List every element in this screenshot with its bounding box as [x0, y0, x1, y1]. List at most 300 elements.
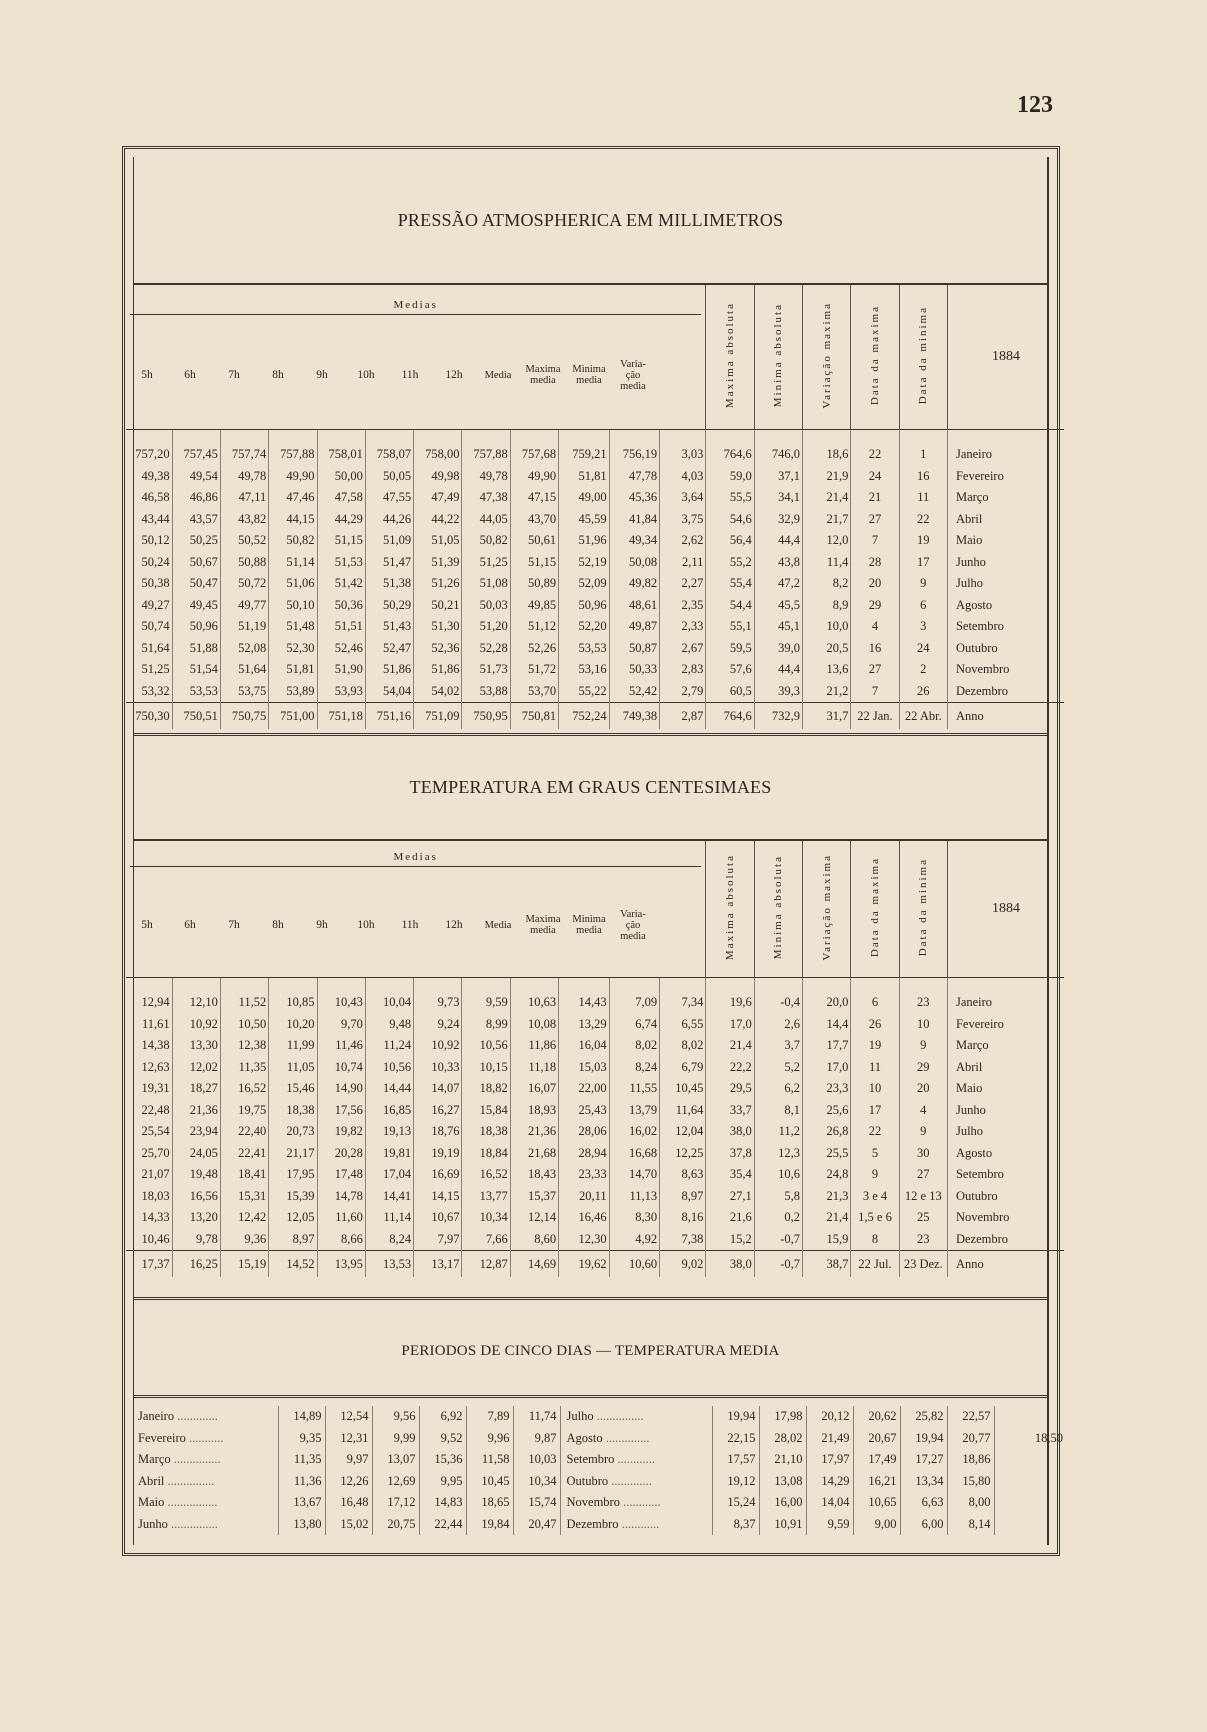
table-cell: 16,56: [172, 1186, 220, 1208]
table-cell: 41,84: [609, 509, 660, 531]
table-cell: 9: [899, 1121, 947, 1143]
dot-leader: ..............: [602, 1430, 650, 1445]
period-value: 17,27: [900, 1449, 947, 1471]
table-cell: 51,90: [317, 659, 365, 681]
period-month: [560, 1514, 712, 1536]
medias-label: Medias: [130, 851, 701, 867]
table-cell: 10,92: [172, 1014, 220, 1036]
period-value: 8,00: [947, 1492, 994, 1514]
period-month-text: Outubro: [566, 1473, 609, 1488]
table-cell: 48,61: [609, 595, 660, 617]
table-cell: 21,9: [803, 466, 851, 488]
period-month-text: Dezembro: [566, 1516, 619, 1531]
table-cell: 8,99: [462, 1014, 510, 1036]
table-cell: 11,2: [754, 1121, 802, 1143]
annual-cell: 750,75: [220, 703, 268, 730]
table-cell: -0,4: [754, 992, 802, 1014]
table-cell: 51,48: [269, 616, 317, 638]
table-cell: 49,98: [414, 466, 462, 488]
maxima-absoluta-header: Maxima absoluta: [724, 301, 737, 409]
table-cell: 55,4: [706, 573, 754, 595]
spacer-cell: [609, 978, 660, 993]
period-row: [132, 1492, 1066, 1514]
table-cell: 9: [851, 1164, 899, 1186]
table-cell: 9,24: [414, 1014, 462, 1036]
period-value: 9,56: [372, 1406, 419, 1428]
table-cell: 10,63: [510, 992, 558, 1014]
spacer-cell: [126, 978, 172, 993]
table-cell: 51,64: [220, 659, 268, 681]
table-cell: 3,75: [660, 509, 706, 531]
dot-leader: ...............: [164, 1473, 215, 1488]
annual-cell: 15,19: [220, 1251, 268, 1278]
spacer-cell: [510, 978, 558, 993]
table-cell: 47,49: [414, 487, 462, 509]
period-value: 17,12: [372, 1492, 419, 1514]
month-label: Junho: [947, 552, 1064, 574]
table-cell: 17,04: [365, 1164, 413, 1186]
table-cell: 52,30: [269, 638, 317, 660]
table-cell: 51,43: [365, 616, 413, 638]
table-cell: 2,35: [660, 595, 706, 617]
spacer-cell: [317, 430, 365, 445]
table-cell: 53,89: [269, 681, 317, 703]
table-cell: 52,36: [414, 638, 462, 660]
table-cell: 8,16: [660, 1207, 706, 1229]
table-cell: 49,38: [141, 468, 170, 483]
table-cell: 11,55: [609, 1078, 660, 1100]
data-minima-header: Data da minima: [917, 857, 930, 957]
table-cell: 49,87: [609, 616, 660, 638]
table-cell: 12,38: [220, 1035, 268, 1057]
month-label: Junho: [947, 1100, 1064, 1122]
annual-cell: 764,6: [706, 703, 754, 730]
period-month-text: Maio: [138, 1495, 165, 1510]
annual-cell: 22 Jan.: [851, 703, 899, 730]
period-value: 16,00: [759, 1492, 806, 1514]
table-cell: 50,05: [365, 466, 413, 488]
table-cell: 50,47: [172, 573, 220, 595]
table-cell: 2,62: [660, 530, 706, 552]
table-cell: 49,00: [559, 487, 610, 509]
table-cell: 19,19: [414, 1143, 462, 1165]
table-cell: 15,03: [559, 1057, 610, 1079]
spacer-cell: [220, 978, 268, 993]
table-cell: 49,27: [141, 597, 170, 612]
annual-cell: 751,18: [317, 703, 365, 730]
table-cell: 20: [851, 573, 899, 595]
period-month-text: Agosto: [566, 1430, 603, 1445]
period-month: [560, 1406, 712, 1428]
spacer-cell: [414, 978, 462, 993]
period-month-text: Julho: [566, 1409, 594, 1424]
table-cell: 50,74: [141, 619, 170, 634]
hour-9h: 9h: [316, 918, 328, 931]
table-cell: 52,08: [220, 638, 268, 660]
table-cell: 5,8: [754, 1186, 802, 1208]
table-cell: 17,56: [317, 1100, 365, 1122]
variacao-media-header: Varia- ção media: [620, 358, 646, 392]
spacer-cell: [754, 430, 802, 445]
table-cell: 756,19: [609, 444, 660, 466]
table-cell: 21,6: [706, 1207, 754, 1229]
table-cell: 55,5: [706, 487, 754, 509]
table-cell: 50,24: [141, 554, 170, 569]
table-cell: 10,0: [803, 616, 851, 638]
table-cell: 9,78: [172, 1229, 220, 1251]
hour-7h: 7h: [228, 368, 240, 381]
table-cell: 6,79: [660, 1057, 706, 1079]
annual-row: [126, 703, 1064, 730]
table-cell: 15,9: [803, 1229, 851, 1251]
period-month-text: Junho: [138, 1516, 168, 1531]
spacer-cell: [462, 430, 510, 445]
page-frame: [122, 146, 1063, 1556]
table-cell: 14,78: [317, 1186, 365, 1208]
table-cell: 51,14: [269, 552, 317, 574]
table-cell: 50,96: [172, 616, 220, 638]
table-cell: 49,34: [609, 530, 660, 552]
temperature-title: TEMPERATURA EM GRAUS CENTESIMAES: [409, 777, 772, 797]
hour-11h: 11h: [401, 368, 419, 381]
table-cell: 10,43: [317, 992, 365, 1014]
table-cell: 47,46: [269, 487, 317, 509]
dot-leader: .............: [174, 1409, 218, 1424]
table-cell: 50,33: [609, 659, 660, 681]
table-cell: 6,55: [660, 1014, 706, 1036]
table-cell: 10,45: [660, 1078, 706, 1100]
spacer-cell: [754, 978, 802, 993]
pressure-table: [126, 285, 1064, 729]
table-cell: 8,63: [660, 1164, 706, 1186]
table-cell: 27: [851, 659, 899, 681]
period-extra: [994, 1492, 1066, 1514]
table-cell: 38,0: [706, 1121, 754, 1143]
table-cell: 6: [899, 595, 947, 617]
period-value: 12,69: [372, 1471, 419, 1493]
table-cell: 52,19: [559, 552, 610, 574]
table-cell: 60,5: [706, 681, 754, 703]
table-cell: 17: [851, 1100, 899, 1122]
table-cell: 10,46: [141, 1231, 170, 1246]
table-cell: 25: [899, 1207, 947, 1229]
annual-cell: 9,02: [660, 1251, 706, 1278]
table-row: [126, 659, 1064, 681]
table-cell: 4,92: [609, 1229, 660, 1251]
table-cell: 14,07: [414, 1078, 462, 1100]
table-cell: 51,53: [317, 552, 365, 574]
spacer-cell: [126, 430, 172, 445]
table-cell: 44,29: [317, 509, 365, 531]
table-cell: 18,76: [414, 1121, 462, 1143]
table-cell: 18,27: [172, 1078, 220, 1100]
period-value: 10,34: [513, 1471, 560, 1493]
table-cell: 53,75: [220, 681, 268, 703]
table-row: [126, 1100, 1064, 1122]
table-cell: 50,38: [141, 576, 170, 591]
period-month-text: Janeiro: [138, 1409, 175, 1424]
table-cell: 757,45: [172, 444, 220, 466]
period-value: 14,04: [806, 1492, 853, 1514]
table-cell: 49,45: [172, 595, 220, 617]
table-cell: 16: [899, 466, 947, 488]
period-month-text: Abril: [138, 1473, 165, 1488]
table-cell: 2,11: [660, 552, 706, 574]
table-cell: 47,38: [462, 487, 510, 509]
table-cell: 11,52: [220, 992, 268, 1014]
table-cell: 10,6: [754, 1164, 802, 1186]
month-label: Janeiro: [947, 444, 1064, 466]
period-value: 11,58: [466, 1449, 513, 1471]
table-cell: 15,46: [269, 1078, 317, 1100]
table-cell: 11,4: [803, 552, 851, 574]
table-cell: 25,54: [141, 1124, 170, 1139]
table-cell: 24: [899, 638, 947, 660]
table-cell: 28: [851, 552, 899, 574]
period-month: [132, 1428, 278, 1450]
table-cell: 39,3: [754, 681, 802, 703]
variacao-maxima-header: Variação maxima: [820, 853, 833, 961]
period-value: 13,67: [278, 1492, 325, 1514]
table-cell: 26: [851, 1014, 899, 1036]
table-cell: 50,61: [510, 530, 558, 552]
spacer-cell: [660, 430, 706, 445]
table-cell: 0,2: [754, 1207, 802, 1229]
hour-8h: 8h: [272, 368, 284, 381]
table-cell: 10,56: [462, 1035, 510, 1057]
month-label: Abril: [947, 1057, 1064, 1079]
table-cell: 6: [851, 992, 899, 1014]
minima-media-header: Minima media: [572, 364, 606, 386]
table-cell: 33,7: [706, 1100, 754, 1122]
table-cell: 8,97: [269, 1229, 317, 1251]
month-label: Outubro: [947, 1186, 1064, 1208]
table-cell: 52,09: [559, 573, 610, 595]
table-cell: 12,0: [803, 530, 851, 552]
table-row: [126, 1207, 1064, 1229]
table-cell: 44,26: [365, 509, 413, 531]
table-cell: 12,05: [269, 1207, 317, 1229]
month-label: Maio: [947, 530, 1064, 552]
table-cell: 10,67: [414, 1207, 462, 1229]
period-value: 6,63: [900, 1492, 947, 1514]
period-value: 10,03: [513, 1449, 560, 1471]
hour-12h: 12h: [445, 368, 463, 381]
header-rule: [126, 430, 1064, 445]
table-cell: 14,38: [141, 1038, 170, 1053]
period-month: [132, 1449, 278, 1471]
table-cell: 25,43: [559, 1100, 610, 1122]
period-value: 22,57: [947, 1406, 994, 1428]
annual-label: Anno: [947, 1251, 1064, 1278]
table-cell: 47,2: [754, 573, 802, 595]
period-value: 12,54: [325, 1406, 372, 1428]
table-row: [126, 1186, 1064, 1208]
data-maxima-header: Data da maxima: [868, 856, 881, 958]
table-cell: 11,86: [510, 1035, 558, 1057]
table-cell: 11,61: [141, 1016, 170, 1031]
table-cell: 2: [899, 659, 947, 681]
table-cell: 20,11: [559, 1186, 610, 1208]
table-cell: 16,69: [414, 1164, 462, 1186]
table-cell: 47,15: [510, 487, 558, 509]
period-value: 20,77: [947, 1428, 994, 1450]
table-cell: 37,8: [706, 1143, 754, 1165]
table-cell: 53,53: [172, 681, 220, 703]
table-cell: 52,28: [462, 638, 510, 660]
table-cell: 50,29: [365, 595, 413, 617]
month-label: Março: [947, 487, 1064, 509]
table-cell: 764,6: [706, 444, 754, 466]
table-cell: 14,33: [141, 1210, 170, 1225]
table-cell: 21,36: [172, 1100, 220, 1122]
period-value: 22,15: [712, 1428, 759, 1450]
period-value: 6,00: [900, 1514, 947, 1536]
table-cell: 19,82: [317, 1121, 365, 1143]
table-cell: 51,09: [365, 530, 413, 552]
period-row: [132, 1449, 1066, 1471]
period-value: 11,74: [513, 1406, 560, 1428]
period-value: 15,74: [513, 1492, 560, 1514]
table-cell: 50,96: [559, 595, 610, 617]
table-cell: 11,13: [609, 1186, 660, 1208]
hour-8h: 8h: [272, 918, 284, 931]
table-cell: 17,7: [803, 1035, 851, 1057]
table-cell: 21,4: [803, 487, 851, 509]
table-cell: 51,05: [414, 530, 462, 552]
table-cell: 23: [899, 1229, 947, 1251]
table-cell: 10,20: [269, 1014, 317, 1036]
table-cell: 45,5: [754, 595, 802, 617]
table-cell: 22: [899, 509, 947, 531]
table-cell: 53,93: [317, 681, 365, 703]
period-value: 13,34: [900, 1471, 947, 1493]
table-cell: 46,58: [141, 490, 170, 505]
period-value: 8,14: [947, 1514, 994, 1536]
table-cell: 7,38: [660, 1229, 706, 1251]
period-value: 20,67: [853, 1428, 900, 1450]
table-cell: 11,46: [317, 1035, 365, 1057]
table-cell: 8,60: [510, 1229, 558, 1251]
table-cell: 12,02: [172, 1057, 220, 1079]
table-cell: 26: [899, 681, 947, 703]
table-cell: 22,00: [559, 1078, 610, 1100]
table-cell: 47,58: [317, 487, 365, 509]
period-month: [132, 1514, 278, 1536]
table-cell: 16,52: [462, 1164, 510, 1186]
annual-label: Anno: [947, 703, 1064, 730]
table-cell: 28,06: [559, 1121, 610, 1143]
annual-cell: 13,17: [414, 1251, 462, 1278]
table-cell: 12,3: [754, 1143, 802, 1165]
table-cell: 49,78: [462, 466, 510, 488]
spacer-cell: [947, 430, 1064, 445]
period-value: 9,97: [325, 1449, 372, 1471]
table-cell: 7: [851, 530, 899, 552]
period-value: 11,35: [278, 1449, 325, 1471]
table-cell: 43,82: [220, 509, 268, 531]
annual-cell: 23 Dez.: [899, 1251, 947, 1278]
period-value: 10,45: [466, 1471, 513, 1493]
table-cell: 43,57: [172, 509, 220, 531]
table-row: [126, 638, 1064, 660]
annual-cell: 13,53: [365, 1251, 413, 1278]
table-cell: 35,4: [706, 1164, 754, 1186]
period-value: 20,62: [853, 1406, 900, 1428]
table-cell: 50,21: [414, 595, 462, 617]
spacer-cell: [706, 978, 754, 993]
table-cell: 51,86: [414, 659, 462, 681]
period-month: [560, 1449, 712, 1471]
table-cell: 746,0: [754, 444, 802, 466]
table-cell: 8,9: [803, 595, 851, 617]
period-value: 13,08: [759, 1471, 806, 1493]
table-cell: 2,33: [660, 616, 706, 638]
table-cell: 15,37: [510, 1186, 558, 1208]
period-value: 28,02: [759, 1428, 806, 1450]
table-cell: 51,25: [141, 662, 170, 677]
page-number: 123: [1017, 92, 1053, 118]
table-cell: 11,18: [510, 1057, 558, 1079]
table-cell: 51,06: [269, 573, 317, 595]
dot-leader: ...........: [185, 1430, 224, 1445]
annual-cell: 10,60: [609, 1251, 660, 1278]
table-cell: 5,2: [754, 1057, 802, 1079]
table-cell: 55,2: [706, 552, 754, 574]
table-cell: 21,17: [269, 1143, 317, 1165]
table-cell: 18,6: [803, 444, 851, 466]
table-cell: 45,1: [754, 616, 802, 638]
maxima-media-header: Maxima media: [525, 364, 561, 386]
period-value: 17,98: [759, 1406, 806, 1428]
period-month: [560, 1492, 712, 1514]
table-cell: 50,52: [220, 530, 268, 552]
table-cell: 28,94: [559, 1143, 610, 1165]
month-label: Janeiro: [947, 992, 1064, 1014]
table-cell: 25,70: [141, 1145, 170, 1160]
period-value: 20,75: [372, 1514, 419, 1536]
table-cell: 18,38: [269, 1100, 317, 1122]
table-cell: 8,24: [365, 1229, 413, 1251]
table-cell: 12,63: [141, 1059, 170, 1074]
table-cell: 55,22: [559, 681, 610, 703]
table-cell: 29: [899, 1057, 947, 1079]
table-cell: 12,94: [141, 995, 170, 1010]
annual-cell: 732,9: [754, 703, 802, 730]
period-month-text: Março: [138, 1452, 171, 1467]
table-cell: 7,34: [660, 992, 706, 1014]
table-cell: 16,85: [365, 1100, 413, 1122]
table-cell: 19,13: [365, 1121, 413, 1143]
spacer-cell: [172, 978, 220, 993]
table-row: [126, 595, 1064, 617]
period-value: 10,65: [853, 1492, 900, 1514]
table-cell: 50,00: [317, 466, 365, 488]
spacer-cell: [220, 430, 268, 445]
table-cell: 21,4: [706, 1035, 754, 1057]
data-minima-header: Data da minima: [917, 305, 930, 405]
table-cell: 19,75: [220, 1100, 268, 1122]
table-cell: 19: [851, 1035, 899, 1057]
table-cell: 3,03: [660, 444, 706, 466]
table-cell: 50,10: [269, 595, 317, 617]
period-month: [560, 1471, 712, 1493]
table-cell: 10: [851, 1078, 899, 1100]
table-cell: 12 e 13: [899, 1186, 947, 1208]
hour-6h: 6h: [184, 368, 196, 381]
period-value: 9,99: [372, 1428, 419, 1450]
table-cell: 50,36: [317, 595, 365, 617]
